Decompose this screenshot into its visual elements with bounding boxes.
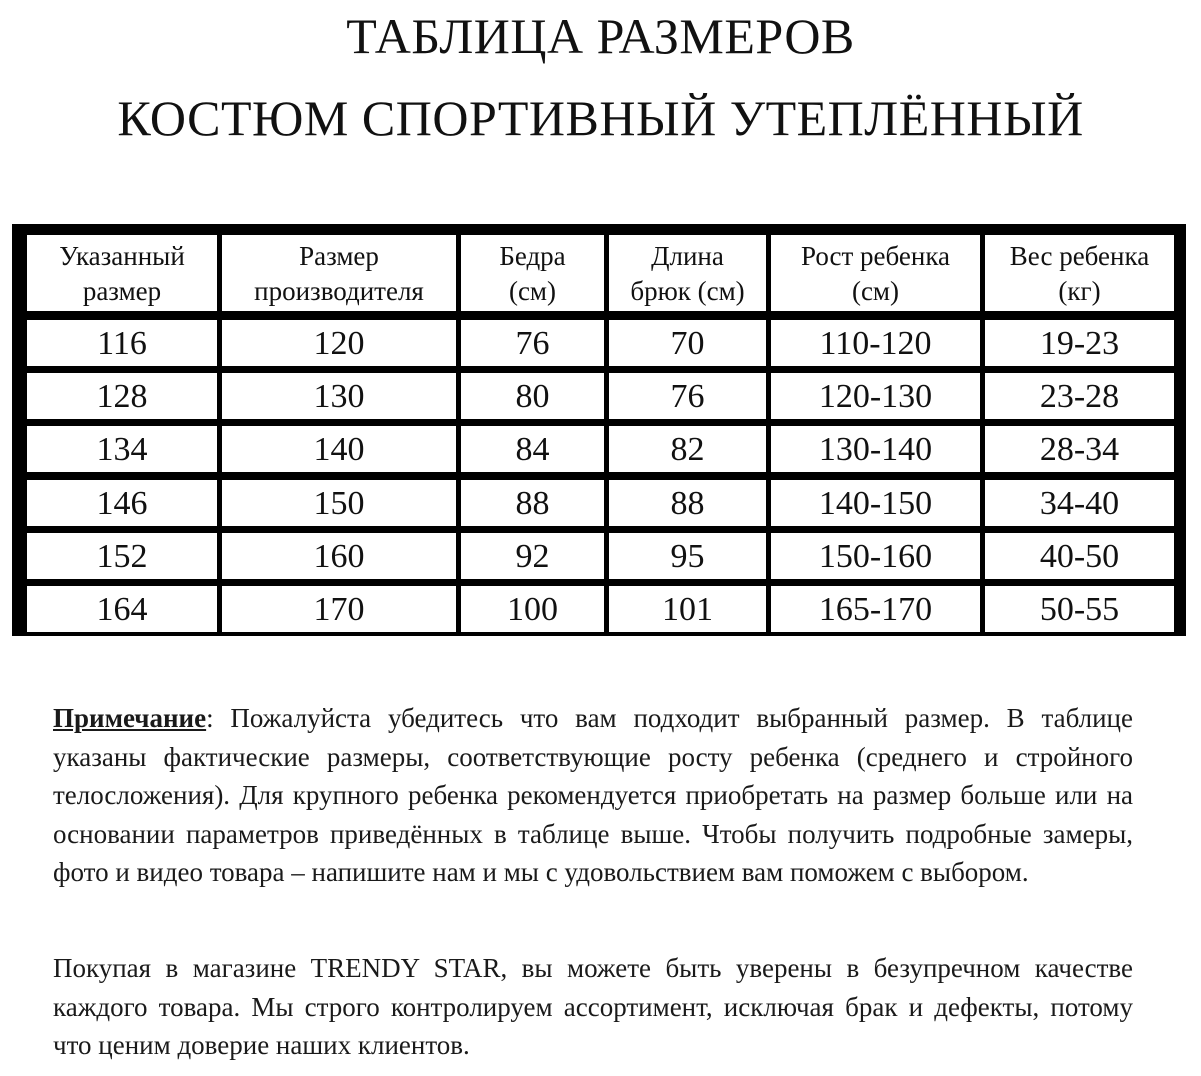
header-line: (кг) <box>1058 276 1101 306</box>
header-cell-child-height <box>769 233 982 313</box>
table-cell-maker-size: 150 <box>220 478 458 528</box>
table-cell-maker-size: 160 <box>220 531 458 581</box>
size-table <box>12 224 1186 636</box>
header-cell-declared-size <box>25 233 219 313</box>
store-paragraph: Покупая в магазине TRENDY STAR, вы можете быть уверены в безупречном качестве каждого товара. Мы строго контролируем ассортимент, исключая брак и дефекты, потому что ценим доверие наших клиентов. <box>53 953 1133 1061</box>
table-cell-child-weight: 28-34 <box>983 424 1176 474</box>
table-cell-child-weight: 40-50 <box>983 531 1176 581</box>
table-cell-trouser-length: 95 <box>607 531 768 581</box>
table-cell-child-height: 165-170 <box>769 584 982 634</box>
header-line: (см) <box>851 276 900 306</box>
header-line: Рост ребенка <box>800 241 951 271</box>
table-cell-maker-size: 120 <box>220 318 458 368</box>
page-title: ТАБЛИЦА РАЗМЕРОВ <box>346 8 855 64</box>
header-line: Указанный <box>59 241 185 271</box>
table-cell-maker-size: 140 <box>220 424 458 474</box>
table-cell-declared-size: 164 <box>25 584 219 634</box>
page-subtitle: КОСТЮМ СПОРТИВНЫЙ УТЕПЛЁННЫЙ <box>117 90 1084 146</box>
header-line: Размер <box>299 241 379 271</box>
table-cell-trouser-length: 101 <box>607 584 768 634</box>
table-cell-declared-size: 116 <box>25 318 219 368</box>
table-cell-hips: 84 <box>459 424 606 474</box>
table-cell-hips: 100 <box>459 584 606 634</box>
table-cell-trouser-length: 82 <box>607 424 768 474</box>
header-line: размер <box>82 276 162 306</box>
note-paragraph <box>53 699 1133 892</box>
table-cell-child-weight: 19-23 <box>983 318 1176 368</box>
table-cell-trouser-length: 70 <box>607 318 768 368</box>
table-cell-child-height: 130-140 <box>769 424 982 474</box>
header-line: Длина <box>651 241 724 271</box>
table-cell-hips: 88 <box>459 478 606 528</box>
table-cell-declared-size: 146 <box>25 478 219 528</box>
table-cell-child-height: 120-130 <box>769 371 982 421</box>
table-cell-child-weight: 50-55 <box>983 584 1176 634</box>
table-cell-declared-size: 152 <box>25 531 219 581</box>
table-cell-child-height: 110-120 <box>769 318 982 368</box>
table-cell-child-height: 150-160 <box>769 531 982 581</box>
table-cell-hips: 80 <box>459 371 606 421</box>
header-line: производителя <box>254 276 424 306</box>
table-cell-maker-size: 130 <box>220 371 458 421</box>
note-label: Примечание <box>53 703 207 733</box>
table-cell-declared-size: 128 <box>25 371 219 421</box>
header-line: (см) <box>508 276 557 306</box>
note-text: : Пожалуйста убедитесь что вам подходит выбранный размер. В таблице указаны фактические размеры, соответствующие росту ребенка (среднего и стройного телосложения). Для крупного ребенка рекомендуется приобретать на размер больше или на основании параметров приведённых в таблице выше. Чтобы получить подробные замеры, фото и видео товара – напишите нам и мы с удовольствием вам поможем с выбором. <box>53 703 1133 888</box>
table-cell-child-height: 140-150 <box>769 478 982 528</box>
table-cell-trouser-length: 88 <box>607 478 768 528</box>
header-line: Бедра <box>499 241 566 271</box>
header-cell-hips <box>459 233 606 313</box>
header-cell-child-weight <box>983 233 1176 313</box>
header-line: брюк (см) <box>630 276 745 306</box>
header-line: Вес ребенка <box>1009 241 1150 271</box>
table-cell-child-weight: 34-40 <box>983 478 1176 528</box>
header-cell-trouser-length <box>607 233 768 313</box>
table-cell-hips: 92 <box>459 531 606 581</box>
header-cell-maker-size <box>220 233 458 313</box>
table-cell-declared-size: 134 <box>25 424 219 474</box>
table-cell-hips: 76 <box>459 318 606 368</box>
table-cell-child-weight: 23-28 <box>983 371 1176 421</box>
table-cell-maker-size: 170 <box>220 584 458 634</box>
table-cell-trouser-length: 76 <box>607 371 768 421</box>
